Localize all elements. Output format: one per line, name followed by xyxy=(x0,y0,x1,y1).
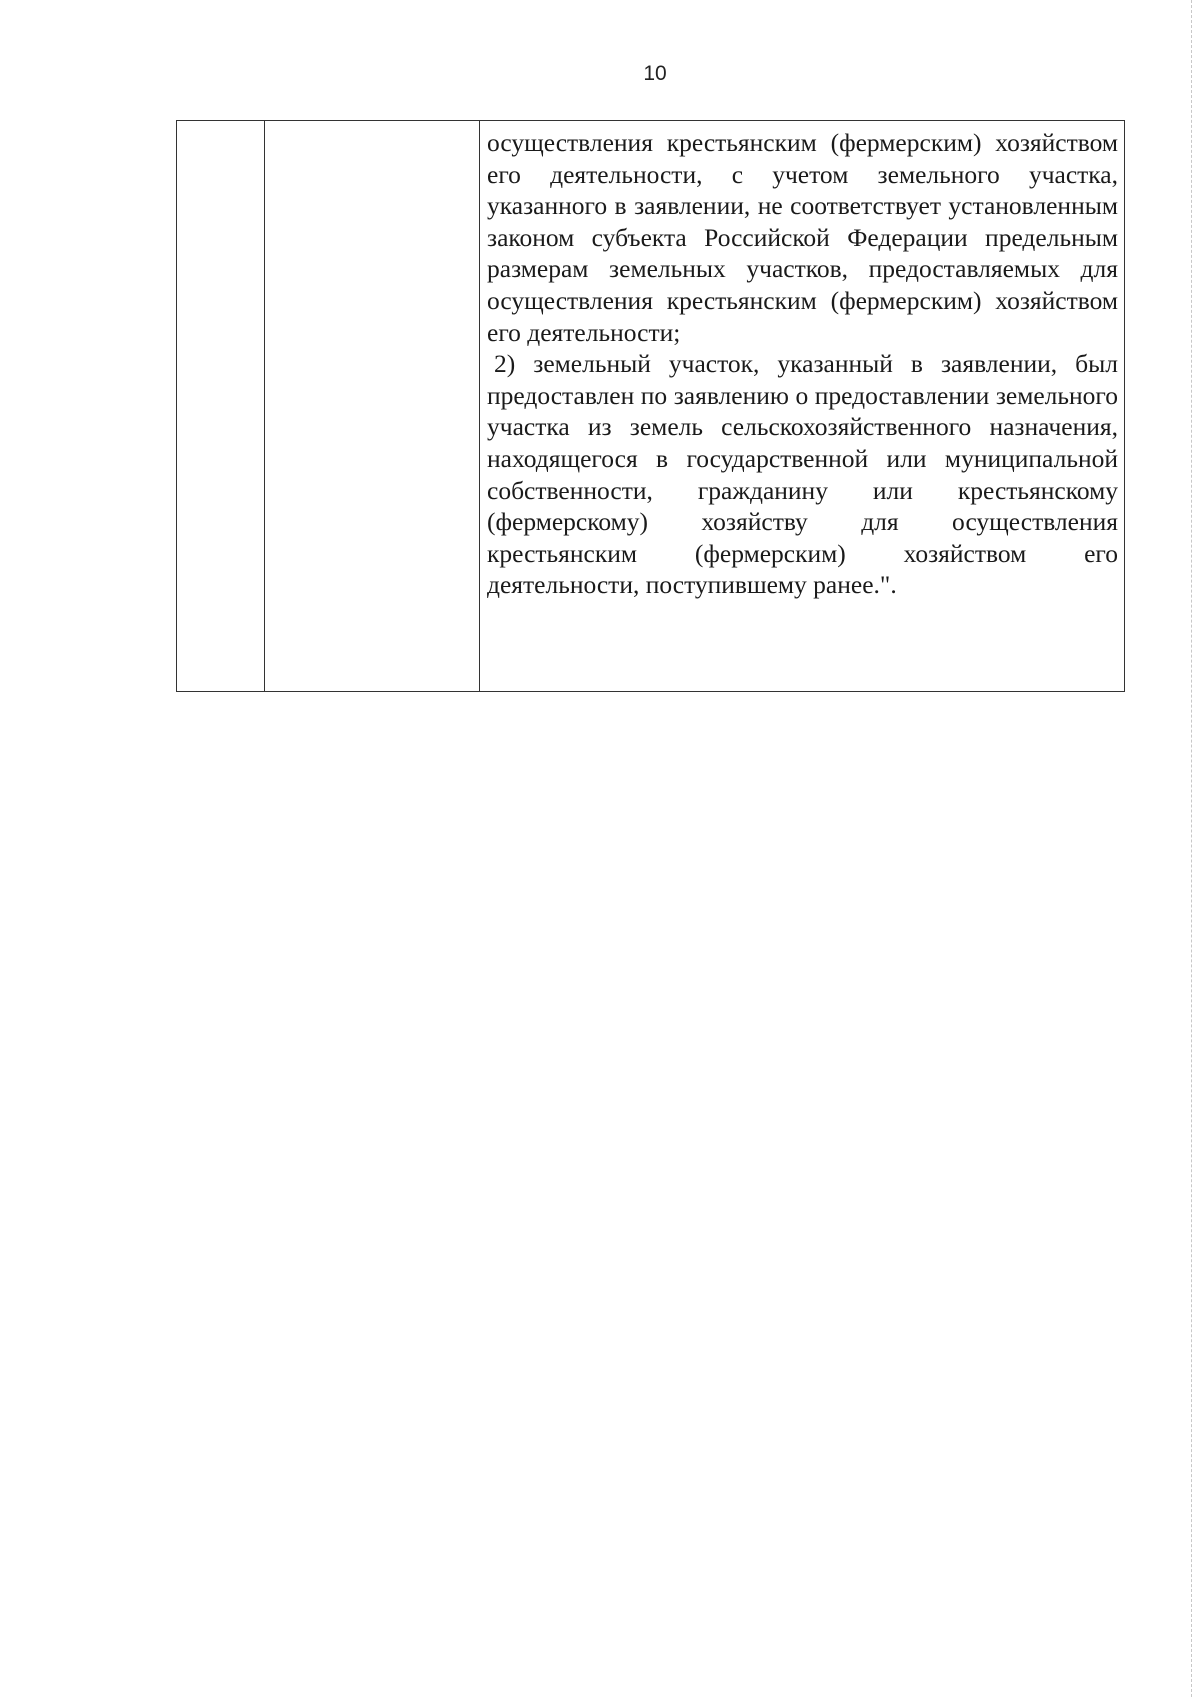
table-row xyxy=(177,121,1125,692)
scan-edge-line xyxy=(1190,0,1192,1697)
table-cell-name xyxy=(265,121,480,692)
paragraph-continuation: осуществления крестьянским (фермерским) хозяйством его деятельности, с учетом земельного участка, указанного в заявлении, не соответствует установленным законом субъекта Российской Федерации предельным размерам земельных участков, предоставляемых для осуществления крестьянским (фермерским) хозяйством его деятельности; xyxy=(487,128,1118,347)
page-number: 10 xyxy=(643,62,667,85)
table-cell-number xyxy=(177,121,265,692)
document-table xyxy=(176,120,1125,692)
cell-text-block xyxy=(480,121,1124,601)
table-cell-content xyxy=(480,121,1125,692)
paragraph-item-2: 2) земельный участок, указанный в заявлении, был предоставлен по заявлению о предоставлении земельного участка из земель сельскохозяйственного назначения, находящегося в государственной или муниципальной собственности, гражданину или крестьянскому (фермерскому) хозяйству для осуществления крестьянским (фермерским) хозяйством его деятельности, поступившему ранее.". xyxy=(487,349,1118,600)
